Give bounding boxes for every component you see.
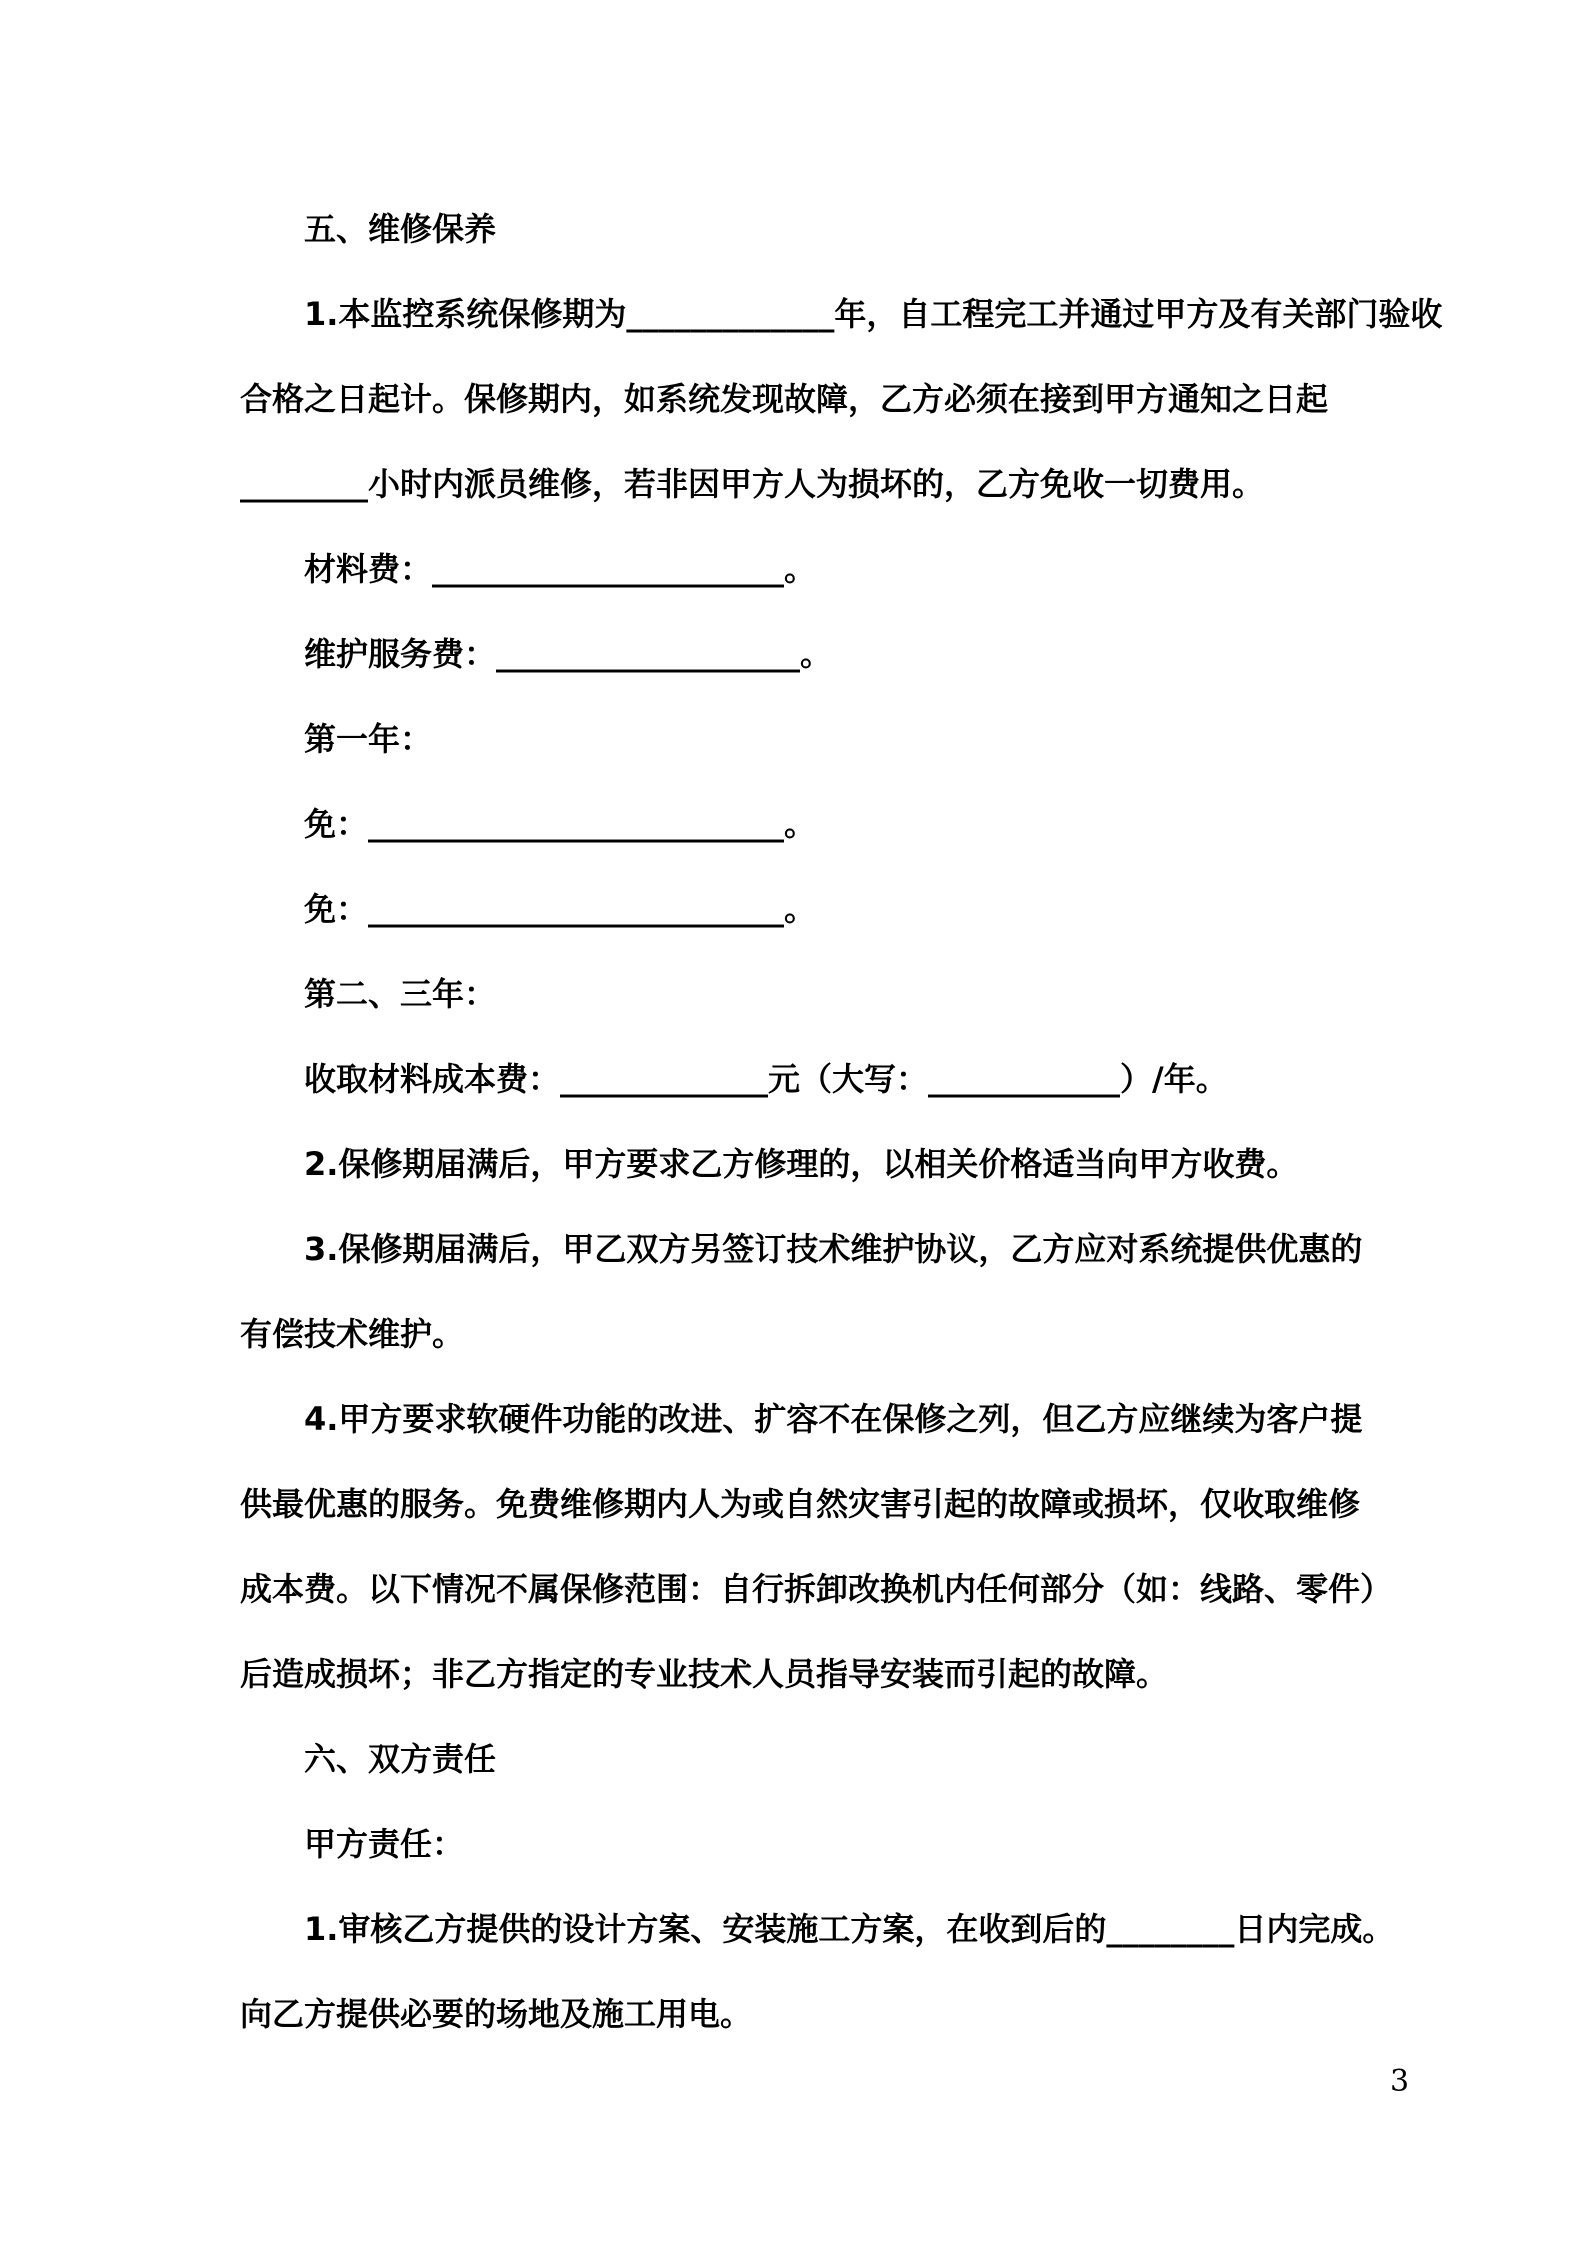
doc-line: 1.本监控系统保修期为_____________年，自工程完工并通过甲方及有关部门验收: [304, 295, 1443, 333]
doc-line-cost-fee: 收取材料成本费：_____________元（大写：____________）/年。: [304, 1060, 1228, 1098]
doc-line: 向乙方提供必要的场地及施工用电。: [240, 1995, 753, 2033]
doc-line: ________小时内派员维修，若非因甲方人为损坏的，乙方免收一切费用。: [240, 465, 1265, 503]
doc-line: 有偿技术维护。: [240, 1315, 465, 1353]
section-heading-maintenance: 五、维修保养: [304, 210, 497, 248]
doc-line: 3.保修期届满后，甲乙双方另签订技术维护协议，乙方应对系统提供优惠的: [304, 1230, 1363, 1268]
doc-line-material-fee: 材料费：______________________。: [304, 550, 817, 588]
contract-text-block: [240, 187, 1470, 2057]
doc-line: 成本费。以下情况不属保修范围：自行拆卸改换机内任何部分（如：线路、零件）: [240, 1570, 1393, 1608]
doc-line-second-third-year: 第二、三年：: [304, 975, 497, 1013]
section-heading-responsibilities: 六、双方责任: [304, 1740, 497, 1778]
doc-line-free-blank: 免：__________________________。: [304, 805, 817, 843]
doc-line-service-fee: 维护服务费：___________________。: [304, 635, 833, 673]
doc-line-free-blank: 免：__________________________。: [304, 890, 817, 928]
doc-line: 后造成损坏；非乙方指定的专业技术人员指导安装而引起的故障。: [240, 1655, 1169, 1693]
doc-line: 合格之日起计。保修期内，如系统发现故障，乙方必须在接到甲方通知之日起: [240, 380, 1329, 418]
doc-line-first-year: 第一年：: [304, 720, 433, 758]
doc-line: 1.审核乙方提供的设计方案、安装施工方案，在收到后的________日内完成。: [304, 1910, 1395, 1948]
doc-line-party-a-duty: 甲方责任：: [304, 1825, 465, 1863]
doc-line: 供最优惠的服务。免费维修期内人为或自然灾害引起的故障或损坏，仅收取维修: [240, 1485, 1361, 1523]
doc-line: 2.保修期届满后，甲方要求乙方修理的，以相关价格适当向甲方收费。: [304, 1145, 1299, 1183]
page-number: 3: [1390, 2064, 1410, 2099]
doc-line: 4.甲方要求软硬件功能的改进、扩容不在保修之列，但乙方应继续为客户提: [304, 1400, 1363, 1438]
